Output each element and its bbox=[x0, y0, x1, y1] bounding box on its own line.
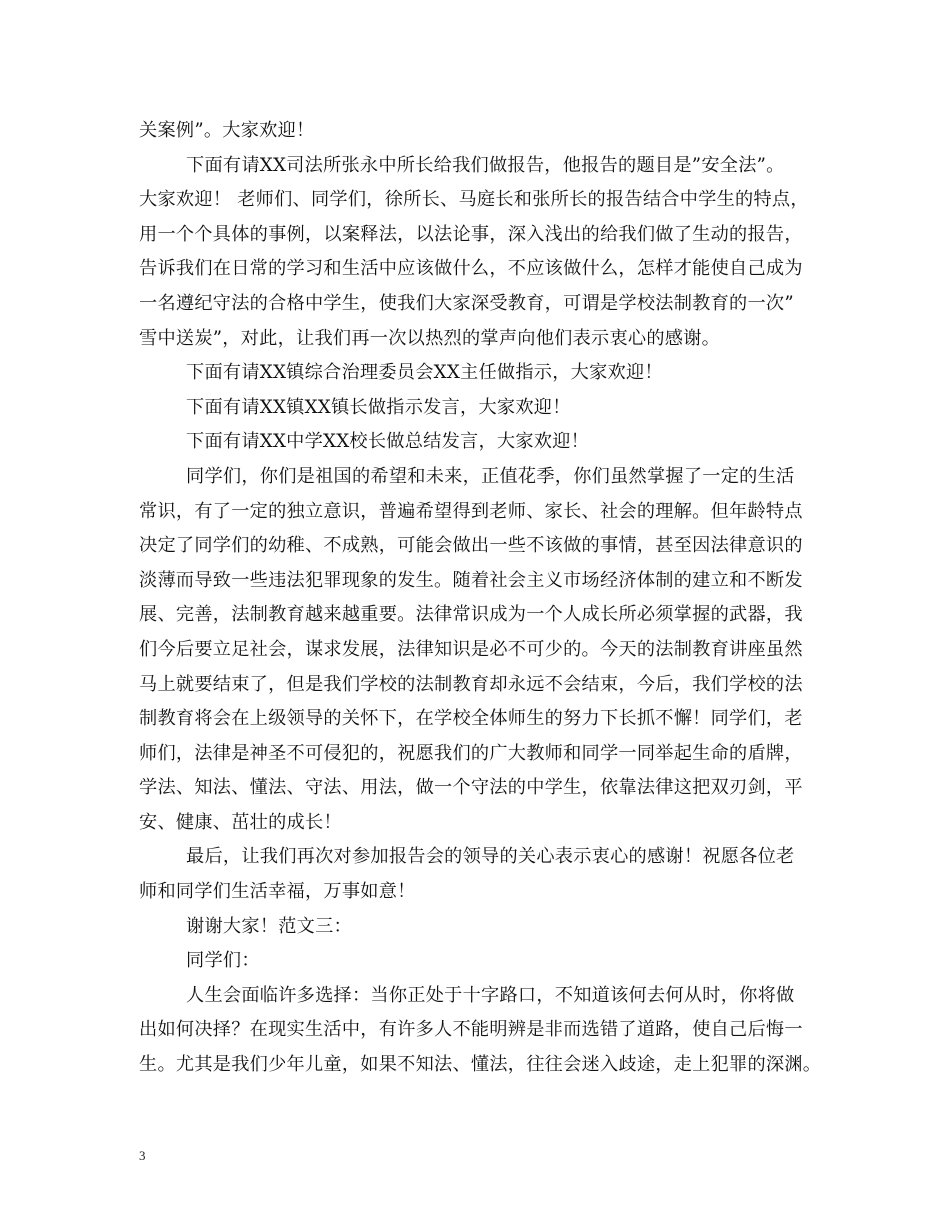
text-line: 大家欢迎！ 老师们、同学们，徐所长、马庭长和张所长的报告结合中学生的特点， bbox=[139, 189, 809, 211]
text-line: 同学们： bbox=[186, 950, 260, 972]
text-line: 决定了同学们的幼稚、不成熟，可能会做出一些不该做的事情，甚至因法律意识的 bbox=[139, 535, 803, 557]
text-line: 马上就要结束了，但是我们学校的法制教育却永远不会结束，今后，我们学校的法 bbox=[139, 673, 803, 695]
text-line: 安、健康、茁壮的成长！ bbox=[139, 811, 342, 833]
text-line: 淡薄而导致一些违法犯罪现象的发生。随着社会主义市场经济体制的建立和不断发 bbox=[139, 569, 803, 591]
text-line: 雪中送炭”，对此，让我们再一次以热烈的掌声向他们表示衷心的感谢。 bbox=[139, 327, 721, 349]
text-line: 展、完善，法制教育越来越重要。法律常识成为一个人成长所必须掌握的武器，我 bbox=[139, 604, 803, 626]
text-line: 人生会面临许多选择：当你正处于十字路口，不知道该何去何从时，你将做 bbox=[186, 984, 795, 1006]
text-line: 下面有请XX司法所张永中所长给我们做报告，他报告的题目是”安全法”。 bbox=[186, 154, 785, 176]
text-line: 们今后要立足社会，谋求发展，法律知识是必不可少的。今天的法制教育讲座虽然 bbox=[139, 638, 803, 660]
text-line: 出如何决择？在现实生活中，有许多人不能明辨是非而选错了道路，使自己后悔一 bbox=[139, 1019, 803, 1041]
text-line: 下面有请XX镇XX镇长做指示发言，大家欢迎！ bbox=[186, 396, 571, 418]
text-line: 师和同学们生活幸福，万事如意！ bbox=[139, 881, 416, 903]
text-line: 谢谢大家！范文三： bbox=[186, 915, 352, 937]
text-line: 生。尤其是我们少年儿童，如果不知法、懂法，往往会迷入歧途，走上犯罪的深渊。 bbox=[139, 1054, 822, 1076]
text-line: 制教育将会在上级领导的关怀下，在学校全体师生的努力下长抓不懈！同学们，老 bbox=[139, 708, 803, 730]
text-line: 最后，让我们再次对参加报告会的领导的关心表示衷心的感谢！祝愿各位老 bbox=[186, 846, 795, 868]
text-line: 用一个个具体的事例，以案释法，以法论事，深入浅出的给我们做了生动的报告， bbox=[139, 223, 803, 245]
text-line: 告诉我们在日常的学习和生活中应该做什么，不应该做什么，怎样才能使自己成为 bbox=[139, 258, 803, 280]
page-number: 3 bbox=[139, 1148, 146, 1163]
text-line: 学法、知法、懂法、守法、用法，做一个守法的中学生，依靠法律这把双刃剑，平 bbox=[139, 777, 803, 799]
text-line: 关案例”。大家欢迎！ bbox=[139, 120, 315, 141]
body-text bbox=[139, 114, 829, 1083]
text-line: 师们，法律是神圣不可侵犯的，祝愿我们的广大教师和同学一同举起生命的盾牌， bbox=[139, 742, 803, 764]
text-line: 下面有请XX镇综合治理委员会XX主任做指示，大家欢迎！ bbox=[186, 362, 663, 384]
text-line: 常识，有了一定的独立意识，普遍希望得到老师、家长、社会的理解。但年龄特点 bbox=[139, 500, 803, 522]
text-line: 下面有请XX中学XX校长做总结发言，大家欢迎！ bbox=[186, 431, 590, 453]
text-line: 同学们，你们是祖国的希望和未来，正值花季，你们虽然掌握了一定的生活 bbox=[186, 465, 795, 487]
text-line: 一名遵纪守法的合格中学生，使我们大家深受教育，可谓是学校法制教育的一次” bbox=[139, 292, 794, 314]
